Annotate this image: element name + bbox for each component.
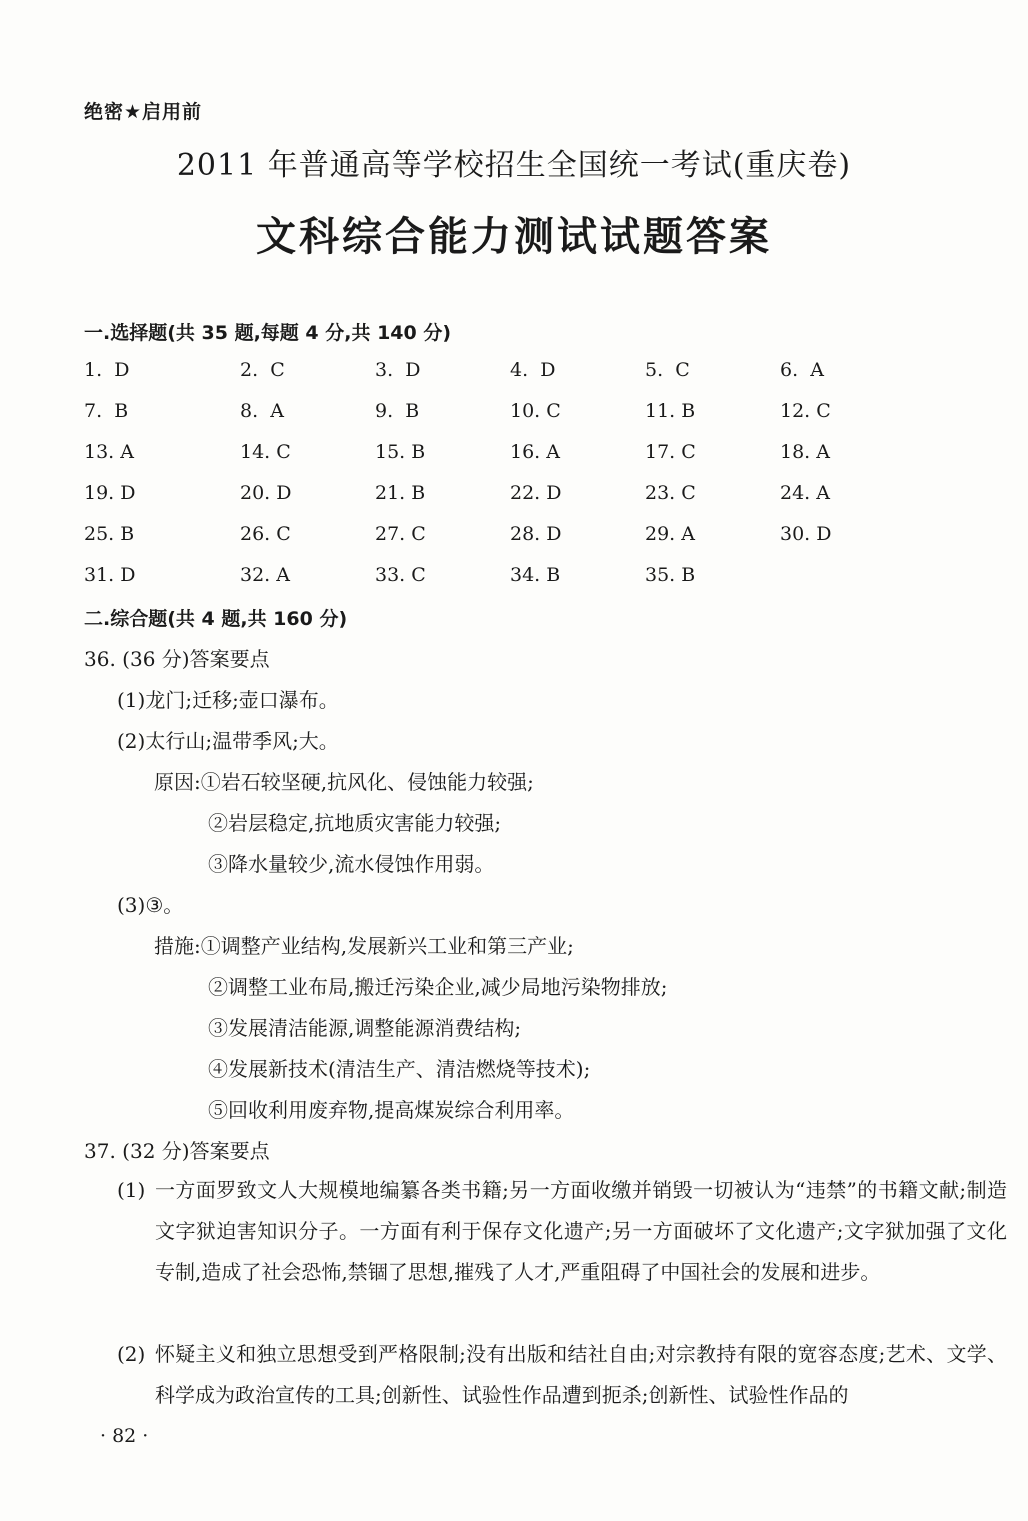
answer-item: 9. B [375,400,420,422]
page-title: 文科综合能力测试试题答案 [256,214,772,260]
answer-item: 31. D [84,564,136,586]
answer-item: 8. A [240,400,284,422]
answer-item: 14. C [240,441,291,463]
answer-row [84,520,984,561]
answer-item: 28. D [510,523,562,545]
section-heading-choice: 一.选择题(共 35 题,每题 4 分,共 140 分) [84,322,452,344]
answer-item: 2. C [240,359,285,381]
q37-part1-text: 一方面罗致文人大规模地编纂各类书籍;另一方面收缴并销毁一切被认为“违禁”的书籍文献;制造文字狱迫害知识分子。一方面有利于保存文化遗产;另一方面破坏了文化遗产;文字狱加强了文化专制,造成了社会恐怖,禁锢了思想,摧残了人才,严重阻碍了中国社会的发展和进步。 [155,1178,1007,1284]
answer-item: 13. A [84,441,134,463]
exam-title: 2011 年普通高等学校招生全国统一考试(重庆卷) [176,148,852,183]
answer-item: 16. A [510,441,560,463]
answer-item: 11. B [645,400,696,422]
answer-item: 10. C [510,400,561,422]
answer-item: 21. B [375,482,426,504]
answer-item: 20. D [240,482,292,504]
confidential-label: 绝密★启用前 [84,101,203,123]
answer-row [84,479,984,520]
answer-grid [84,356,984,602]
answer-item: 4. D [510,359,556,381]
answer-item: 12. C [780,400,831,422]
answer-item: 7. B [84,400,129,422]
answer-item: 34. B [510,564,561,586]
answer-item: 22. D [510,482,562,504]
q36-reason-3: ③降水量较少,流水侵蚀作用弱。 [208,852,495,876]
answer-item: 5. C [645,359,690,381]
answer-item: 26. C [240,523,291,545]
q36-reason-1: 原因:①岩石较坚硬,抗风化、侵蚀能力较强; [154,770,534,794]
q36-measure-1: 措施:①调整产业结构,发展新兴工业和第三产业; [154,934,574,958]
answer-item: 23. C [645,482,696,504]
q36-reason-2: ②岩层稳定,抗地质灾害能力较强; [208,811,502,835]
q36-part1: (1)龙门;迁移;壶口瀑布。 [117,688,339,712]
answer-item: 35. B [645,564,696,586]
q37-part2-number: (2) [117,1342,146,1366]
answer-item: 30. D [780,523,832,545]
answer-item: 6. A [780,359,824,381]
answer-row [84,561,984,602]
answer-item: 29. A [645,523,695,545]
answer-row [84,438,984,479]
answer-item: 1. D [84,359,130,381]
q37-part2-text: 怀疑主义和独立思想受到严格限制;没有出版和结社自由;对宗教持有限的宽容态度;艺术、文学、科学成为政治宣传的工具;创新性、试验性作品遭到扼杀;创新性、试验性作品的 [155,1342,1007,1407]
q37-part1 [117,1170,1007,1330]
answer-item: 32. A [240,564,290,586]
answer-item: 24. A [780,482,830,504]
page-number: · 82 · [100,1425,149,1447]
q36-heading: 36. (36 分)答案要点 [84,647,270,671]
q36-measure-5: ⑤回收利用废弃物,提高煤炭综合利用率。 [208,1098,575,1122]
q37-heading: 37. (32 分)答案要点 [84,1139,270,1163]
q37-part1-number: (1) [117,1178,146,1202]
answer-item: 17. C [645,441,696,463]
q37-part2 [117,1334,1007,1416]
section-heading-comprehensive: 二.综合题(共 4 题,共 160 分) [84,608,348,630]
answer-item: 3. D [375,359,421,381]
answer-item: 25. B [84,523,135,545]
answer-item: 18. A [780,441,830,463]
q36-part3: (3)③。 [117,893,184,917]
q36-measure-4: ④发展新技术(清洁生产、清洁燃烧等技术); [208,1057,591,1081]
q36-measure-3: ③发展清洁能源,调整能源消费结构; [208,1016,522,1040]
answer-row [84,356,984,397]
answer-item: 27. C [375,523,426,545]
q36-part2: (2)太行山;温带季风;大。 [117,729,339,753]
answer-item: 19. D [84,482,136,504]
q36-measure-2: ②调整工业布局,搬迁污染企业,减少局地污染物排放; [208,975,668,999]
answer-item: 33. C [375,564,426,586]
answer-row [84,397,984,438]
answer-item: 15. B [375,441,426,463]
